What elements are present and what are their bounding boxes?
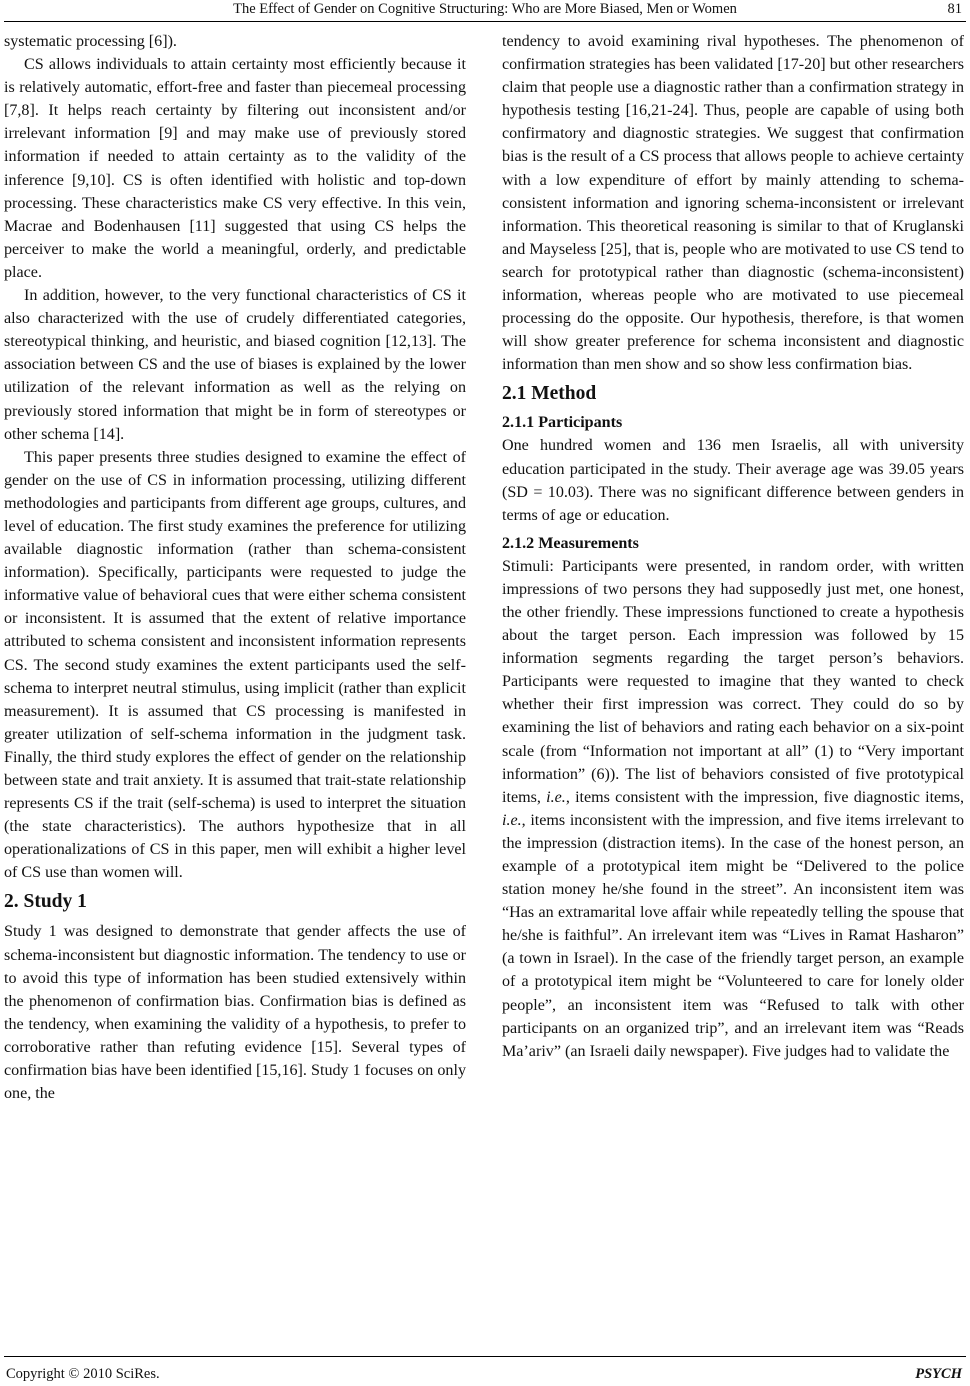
paragraph: systematic processing [6]). [4,33,177,50]
running-title: The Effect of Gender on Cognitive Structuring: Who are More Biased, Men or Women [233,1,737,17]
italic-text: i.e. [502,811,522,829]
left-column [4,30,466,1105]
section-heading-study-1: 2. Study 1 [4,891,87,913]
paragraph: CS allows individuals to attain certainty most efficiently because it is relatively automatic, effort-free and faster than piecemeal processing [7,8]. It helps reach certainty by filtering out inconsistent and/or irrelevant information [9] and may make use of previously stored information if needed to attain certainty as to the validity of the inference [9,10]. CS is often identified with holistic and top-down processing. These characteristics make CS very effective. In this vein, Macrae and Bodenhausen [11] suggested that using CS helps the perceiver to make the world a meaningful, orderly, and predictable place. [4,56,466,281]
italic-text: i.e. [546,788,566,806]
paragraph: Study 1 was designed to demonstrate that gender affects the use of schema-inconsistent but diagnostic information. The tendency to use or to avoid this type of information has been studied extensively within the phenomenon of confirmation bias. Confirmation bias is defined as the tendency, when examining the validity of a hypothesis, to prefer to corroborative rather than refuting evidence [15]. Several types of confirmation bias have been identified [15,16]. Study 1 focuses on only one, the [4,923,466,1103]
page-footer [0,1356,970,1386]
running-header [0,0,970,22]
copyright-notice: Copyright © 2010 SciRes. [6,1366,160,1382]
paragraph: This paper presents three studies designed to examine the effect of gender on the use of CS in information processing, utilizing different methodologies and participants from different age groups, cultures, and level of education. The first study examines the preference for utilizing available diagnostic information (rather than schema-consistent information). Specifically, participants were requested to judge the informative value of behavioral cues that were either schema consistent or inconsistent. It is assumed that the extent of relative importance attributed to schema consistent and inconsistent information represents CS. The second study examines the extent participants used the self-schema to interpret neutral stimulus, using implicit (rather than explicit measurement). It is assumed that CS processing is manifested in greater utilization of self-schema information in the judgment task. Finally, the third study explores the effect of gender on the relationship between state and trait anxiety. It is assumed that trait-state relationship represents CS if the trait (self-schema) is used to interpret the situation (the state characteristics). The authors hypothesize that in all operationalizations of CS in this paper, men will exhibit a higher level of CS use than women will. [4,448,466,882]
subsection-heading-participants: 2.1.1 Participants [502,414,623,432]
paragraph [502,555,964,1063]
paragraph: One hundred women and 136 men Israelis, all with university education participated in the study. Their average age was 39.05 years (SD = 10.03). There was no significant difference between genders in terms of age or education. [502,437,964,524]
paragraph: tendency to avoid examining rival hypotheses. The phenomenon of confirmation strategies has been validated [17-20] but other researchers claim that people use a diagnostic rather than a confirmation strategy in hypothesis testing [16,21-24]. Thus, people are capable of using both confirmatory and diagnostic strategies. We suggest that confirmation bias is the result of a CS process that allows people to achieve certainty with a low expenditure of effort by mainly attending to schema-consistent information and ignoring schema-inconsistent or irrelevant information. This theoretical reasoning is similar to that of Kruglanski and Mayseless [25], that is, people who are motivated to use CS tend to search for prototypical rather than diagnostic (schema-inconsistent) information, whereas people who are motivated to use piecemeal processing do the opposite. Our hypothesis, therefore, is that women will show greater preference for schema inconsistent and diagnostic information than men show and so show less confirmation bias. [502,33,964,374]
text-run: , items consistent with the impression, five diagnostic items, [565,788,964,806]
section-heading-method: 2.1 Method [502,383,597,405]
header-rule [4,21,966,22]
paragraph: In addition, however, to the very functional characteristics of CS it also characterized with the use of crudely differentiated categories, stereotypical thinking, and heuristic, and biased cognition [12,13]. The association between CS and the use of biases is explained by the lower utilization of the relevant information as well as the relying on previously stored information that might be in form of stereotypes or other schema [14]. [4,287,466,443]
text-run: Stimuli: Participants were presented, in random order, with written impressions of two persons they had supposedly just met, one honest, the other friendly. These impressions functioned to create a hypothesis about the target person. Each impression was followed by 15 information segments regarding the target person’s behaviors. Participants were requested to imagine that they wanted to check whether their first impression was correct. They could do so by examining the list of behaviors and rating each behavior on a six-point scale (from “Information not important at all” (1) to “Very important information” (6)). The list of behaviors consisted of five prototypical items, [502,557,964,806]
page-number: 81 [947,1,962,17]
journal-name: PSYCH [915,1366,962,1382]
footer-rule [4,1356,966,1357]
text-run: , items inconsistent with the impression, and five items irrelevant to the impression (distraction items). In the case of the honest person, an example of a prototypical item might be “Delivered to the police station money he/she found in the street”. An inconsistent item was “Has an extramarital love affair while repeatedly telling the spouse that he/she is faithful”. An irrelevant item was “Lives in Ramat Hasharon” (a town in Israel). In the case of the friendly target person, an example of a prototypical item might be “Volunteered to care for lonely older people”, an inconsistent item was “Refused to talk with other participants on an organized trip”, and an irrelevant item was “Reads Ma’ariv” (an Israeli daily newspaper). Five judges had to validate the [502,811,964,1060]
subsection-heading-measurements: 2.1.2 Measurements [502,534,639,552]
right-column [502,30,964,1063]
